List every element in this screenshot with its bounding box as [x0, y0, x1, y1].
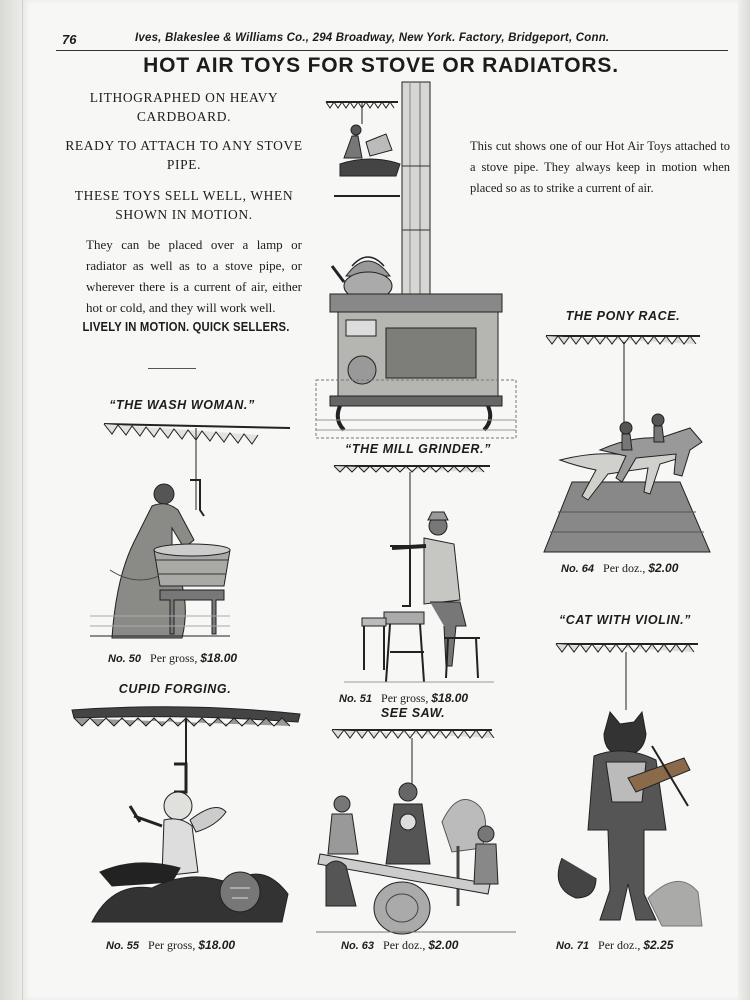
book-spine: [0, 0, 22, 1000]
price-amount: $18.00: [198, 938, 236, 952]
product-number: No. 64: [561, 563, 595, 575]
stove-top: [330, 294, 502, 312]
price-unit: Per gross,: [381, 691, 429, 705]
pony-race-illustration: [540, 332, 718, 556]
stove-illustration: [316, 80, 516, 440]
product-name-mill-grinder: “THE MILL GRINDER.”: [345, 442, 491, 456]
toy-on-pipe: [326, 102, 400, 196]
product-number: No. 63: [341, 940, 375, 952]
see-saw-illustration: [316, 726, 516, 936]
price-amount: $2.25: [643, 938, 674, 952]
product-name-cupid-forging: CUPID FORGING.: [118, 682, 232, 696]
price-amount: $18.00: [200, 651, 238, 665]
stove-note: This cut shows one of our Hot Air Toys attached to a stove pipe. They always keep in motion when placed so as to strike a current of air.: [470, 139, 730, 195]
price-unit: Per gross,: [150, 651, 198, 665]
price-unit: Per doz.,: [603, 561, 646, 575]
cat-violin-illustration: [548, 638, 710, 932]
wash-woman-illustration: [90, 420, 300, 640]
stove-pipe: [402, 82, 430, 298]
page-title: HOT AIR TOYS FOR STOVE OR RADIATORS.: [143, 54, 619, 77]
page-edge: [738, 0, 750, 1000]
header-rule: [56, 50, 728, 51]
product-number: No. 50: [108, 653, 142, 665]
product-name-wash-woman: “THE WASH WOMAN.”: [109, 398, 255, 412]
product-name-pony-race: THE PONY RACE.: [565, 309, 681, 323]
intro-paragraph: They can be placed over a lamp or radiator as well as to a stove pipe, or wherever there is a current of air, either hot or cold, and they will work well.: [86, 237, 302, 315]
price-line-cupid-forging: [106, 938, 235, 953]
price-unit: Per gross,: [148, 938, 196, 952]
price-line-mill-grinder: [339, 691, 468, 706]
page-number: 76: [62, 32, 77, 47]
price-unit: Per doz.,: [383, 938, 426, 952]
product-number: No. 71: [556, 940, 590, 952]
intro-line-1: LITHOGRAPHED ON HEAVY CARDBOARD.: [89, 90, 279, 124]
price-line-cat-violin: [556, 938, 673, 953]
cupid-forging-illustration: [70, 702, 302, 934]
product-name-cat-violin: “CAT WITH VIOLIN.”: [558, 613, 692, 627]
price-amount: $2.00: [648, 561, 679, 575]
intro-line-3: THESE TOYS SELL WELL, WHEN SHOWN IN MOTION.: [74, 188, 294, 222]
product-number: No. 51: [339, 693, 373, 705]
price-line-pony-race: [561, 561, 678, 576]
mill-grinder-illustration: [334, 462, 494, 684]
intro-tagline: LIVELY IN MOTION. QUICK SELLERS.: [82, 320, 290, 334]
product-number: No. 55: [106, 940, 140, 952]
publisher-line: Ives, Blakeslee & Williams Co., 294 Broadway, New York. Factory, Bridgeport, Conn.: [135, 32, 610, 44]
price-amount: $2.00: [428, 938, 459, 952]
price-unit: Per doz.,: [598, 938, 641, 952]
divider: [148, 368, 196, 369]
intro-line-2: READY TO ATTACH TO ANY STOVE PIPE.: [65, 138, 303, 172]
price-amount: $18.00: [431, 691, 469, 705]
price-line-wash-woman: [108, 651, 237, 666]
product-name-see-saw: SEE SAW.: [380, 706, 446, 720]
price-line-see-saw: [341, 938, 458, 953]
